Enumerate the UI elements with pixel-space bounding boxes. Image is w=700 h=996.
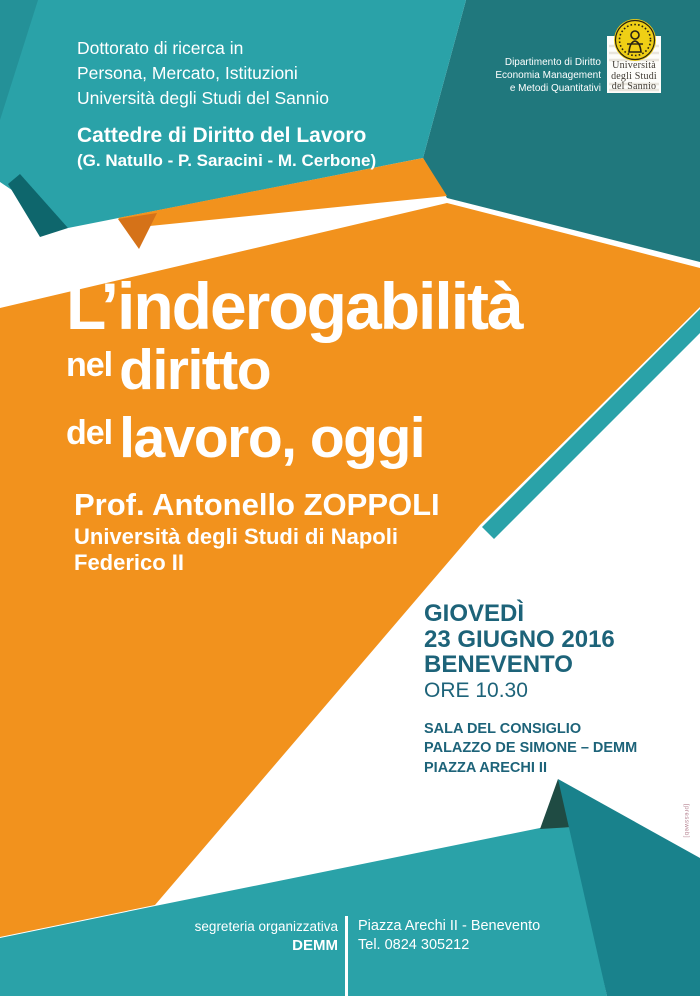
title-line3-small: del [66,414,113,452]
university-seal-icon [614,19,656,61]
title-line2 [66,340,522,408]
title-line3-big: lavoro, oggi [119,406,425,470]
doctorate-text-block [77,36,329,111]
department-text-block [451,56,601,96]
event-time: ORE 10.30 [424,678,528,702]
event-date: 23 GIUGNO 2016 [424,625,615,653]
doctorate-line: Dottorato di ricerca in [77,38,244,58]
speaker-block [74,486,440,576]
department-line: Dipartimento di Diritto [504,57,601,68]
poster-title [66,269,522,476]
event-venue-line: PALAZZO DE SIMONE – DEMM [424,740,638,756]
logo-caption-line: degli Studi [611,70,657,82]
title-line2-small: nel [66,346,113,384]
event-venue-line: PIAZZA ARECHI II [424,759,547,776]
speaker-affiliation-line: Università degli Studi di Napoli [74,524,398,549]
logo-caption-line: Università [612,60,656,71]
department-line: e Metodi Quantitativi [509,83,601,95]
side-credit-text: [pressweb] [683,804,689,839]
doctorate-line: Università degli Studi del Sannio [77,88,329,108]
title-line3 [66,408,522,476]
footer-org-name: DEMM [292,937,338,954]
event-venue-line: SALA DEL CONSIGLIO [424,720,582,737]
event-details-block [424,601,637,778]
event-venue-block [424,720,637,779]
footer-divider [345,916,348,996]
title-line1: L’inderogabilità [66,269,522,343]
footer-contact-block [358,917,540,955]
event-city: BENEVENTO [424,651,573,678]
chair-title: Cattedre di Diritto del Lavoro [77,124,367,147]
chair-names: (G. Natullo - P. Saracini - M. Cerbone) [77,151,377,170]
event-day: GIOVEDÌ [424,600,525,627]
footer-secretariat-block [120,917,338,955]
chairs-text-block [77,122,376,172]
university-logo-caption [606,61,662,93]
speaker-name: Prof. Antonello ZOPPOLI [74,487,440,522]
title-line2-big: diritto [119,338,271,402]
department-line: Economia Management [495,70,601,82]
logo-caption-line: del Sannio [611,81,657,92]
footer-phone: Tel. 0824 305212 [358,937,470,953]
speaker-affiliation-line: Federico II [74,550,185,575]
footer-secretariat-label: segreteria organizzativa [194,919,338,934]
doctorate-line: Persona, Mercato, Istituzioni [77,63,298,83]
orange-fold-shape [118,213,157,249]
footer-address: Piazza Arechi II - Benevento [358,918,541,934]
